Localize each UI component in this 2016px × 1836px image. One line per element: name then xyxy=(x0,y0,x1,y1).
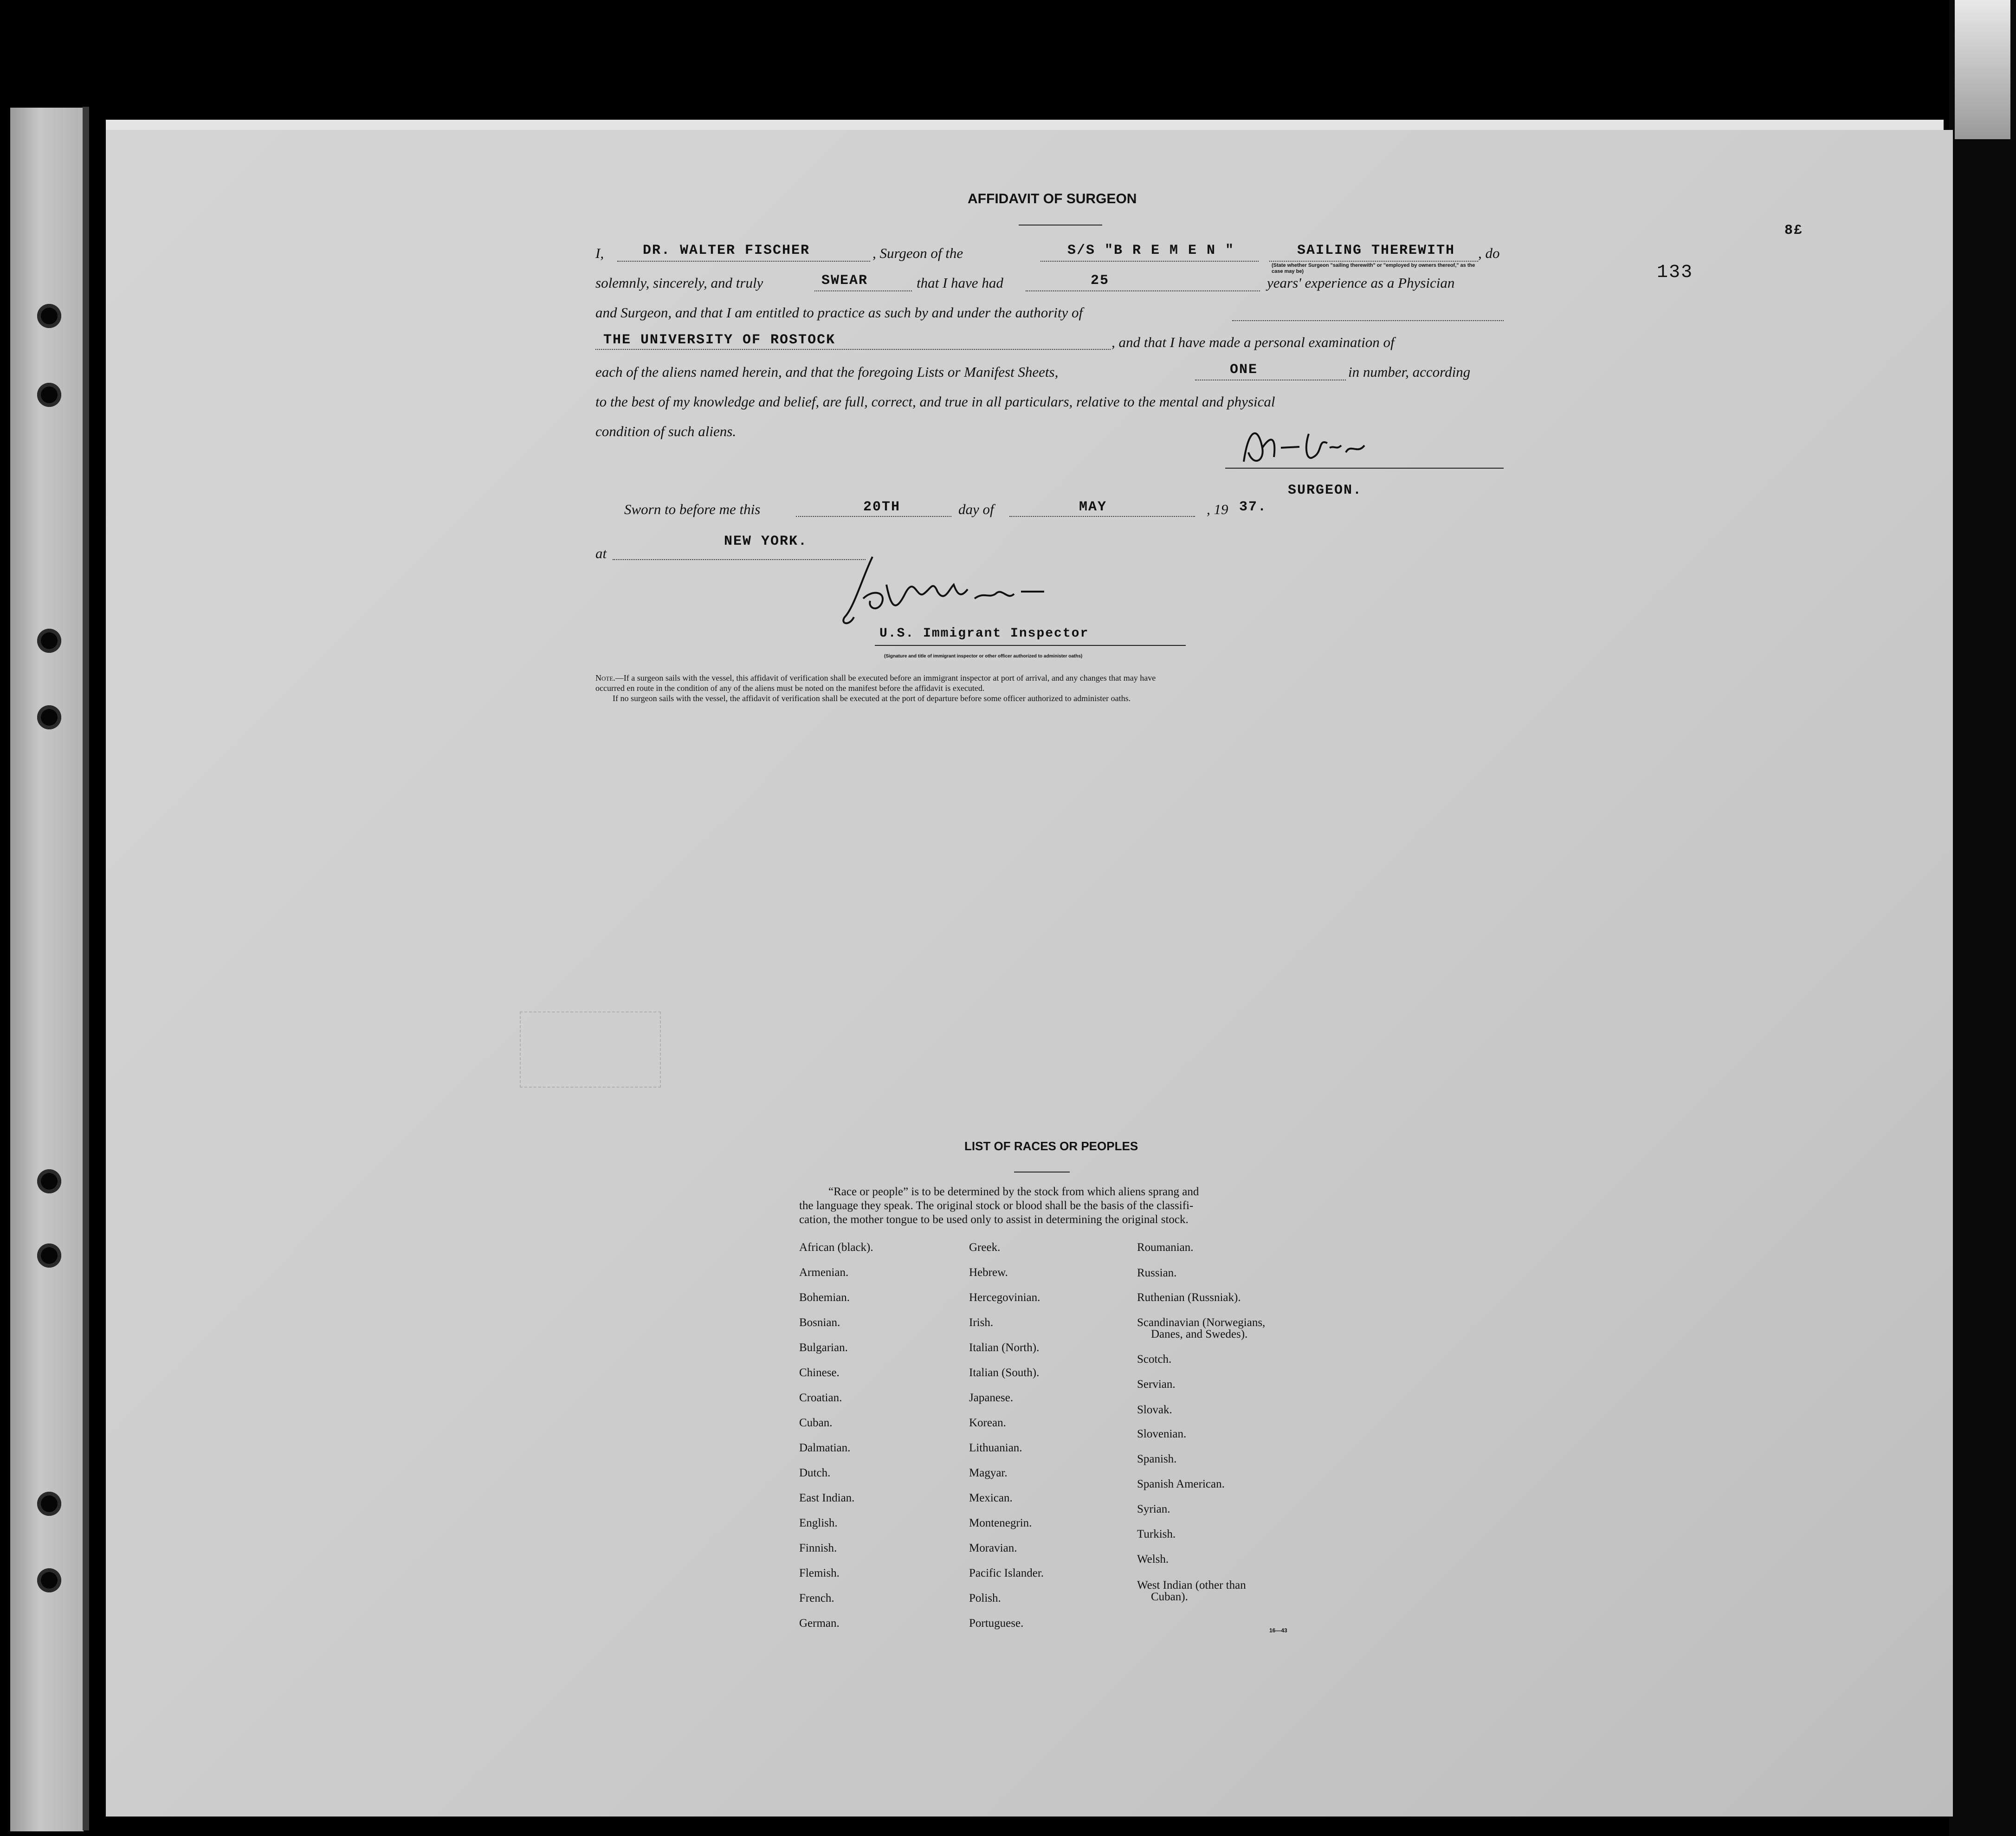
scan-right-edge xyxy=(1949,0,2016,1836)
race-entry: West Indian (other than xyxy=(1137,1579,1246,1591)
binder-hole xyxy=(37,629,61,653)
blank-month xyxy=(1009,516,1195,517)
sworn-mid: day of xyxy=(958,501,994,517)
surgeon-status: SAILING THEREWITH xyxy=(1297,243,1455,258)
blank-day xyxy=(796,516,951,517)
race-entry: Chinese. xyxy=(799,1366,840,1379)
binder-hole xyxy=(37,1568,61,1592)
race-entry: Scotch. xyxy=(1137,1353,1172,1366)
inspector-signature-line xyxy=(875,645,1186,646)
race-entry: Finnish. xyxy=(799,1542,837,1554)
binder-hole xyxy=(37,705,61,729)
blank-place xyxy=(613,559,866,560)
line4-post: , and that I have made a personal examination of xyxy=(1111,334,1395,350)
scan-right-highlight xyxy=(1955,0,2010,139)
binder-hole xyxy=(37,383,61,407)
race-entry: French. xyxy=(799,1592,834,1604)
race-entry: Bulgarian. xyxy=(799,1341,848,1354)
race-entry: Japanese. xyxy=(969,1391,1014,1404)
race-entry: Syrian. xyxy=(1137,1503,1170,1515)
race-entry: Mexican. xyxy=(969,1492,1013,1504)
race-entry: Slovenian. xyxy=(1137,1428,1187,1440)
authority-name: THE UNIVERSITY OF ROSTOCK xyxy=(603,332,836,348)
blank-authority-top xyxy=(1232,320,1504,321)
race-entry: Dalmatian. xyxy=(799,1442,851,1454)
binder-hole xyxy=(37,1243,61,1268)
race-entry: Welsh. xyxy=(1137,1553,1169,1565)
race-entry: Portuguese. xyxy=(969,1617,1024,1630)
race-entry: Roumanian. xyxy=(1137,1241,1194,1254)
line1-post: , do xyxy=(1478,245,1500,261)
race-entry: Magyar. xyxy=(969,1467,1008,1479)
race-entry: Servian. xyxy=(1137,1378,1176,1391)
race-entry: African (black). xyxy=(799,1241,873,1254)
sworn-month: MAY xyxy=(1079,499,1107,515)
affidavit-title: AFFIDAVIT OF SURGEON xyxy=(968,191,1137,206)
sworn-pre: Sworn to before me this xyxy=(624,501,761,517)
sheet-count: ONE xyxy=(1230,362,1258,378)
form-code: 16—43 xyxy=(1269,1627,1287,1634)
note-line3: If no surgeon sails with the vessel, the affidavit of verification shall be executed at the port of departure before some officer authorized to administer oaths. xyxy=(613,694,1131,703)
document-page xyxy=(106,130,1953,1817)
line2-pre: solemnly, sincerely, and truly xyxy=(595,275,763,291)
place-value: NEW YORK. xyxy=(724,534,808,549)
race-entry: Dutch. xyxy=(799,1467,831,1479)
race-entry: East Indian. xyxy=(799,1492,855,1504)
line1-mid: , Surgeon of the xyxy=(872,245,963,261)
race-entry: Danes, and Swedes). xyxy=(1151,1328,1248,1340)
race-entry: Hercegovinian. xyxy=(969,1291,1040,1304)
oath-word: SWEAR xyxy=(821,273,868,289)
race-entry: Italian (North). xyxy=(969,1341,1040,1354)
race-entry: Ruthenian (Russniak). xyxy=(1137,1291,1241,1304)
race-entry: Spanish. xyxy=(1137,1453,1177,1465)
race-entry: Flemish. xyxy=(799,1567,840,1579)
race-entry: Bohemian. xyxy=(799,1291,850,1304)
race-entry: Hebrew. xyxy=(969,1266,1008,1279)
line3: and Surgeon, and that I am entitled to practice as such by and under the authority of xyxy=(595,304,1083,321)
sworn-day: 20TH xyxy=(863,499,901,515)
binder-hole xyxy=(37,304,61,328)
race-entry: Pacific Islander. xyxy=(969,1567,1044,1579)
race-entry: Spanish American. xyxy=(1137,1478,1225,1490)
race-entry: Greek. xyxy=(969,1241,1001,1254)
note-label: Note. xyxy=(595,673,615,683)
note-line2: occurred en route in the condition of any of the aliens must be noted on the manifest before the affidavit is executed. xyxy=(595,683,985,693)
years-experience: 25 xyxy=(1091,273,1110,289)
blank-status xyxy=(1269,261,1478,262)
races-intro-1: “Race or people” is to be determined by the stock from which aliens sprang and xyxy=(828,1185,1199,1198)
line7: condition of such aliens. xyxy=(595,423,737,439)
surgeon-signature xyxy=(1230,420,1453,476)
race-entry: German. xyxy=(799,1617,840,1630)
blank-surgeon-name xyxy=(617,261,870,262)
blank-oath xyxy=(814,290,912,291)
vessel-name: S/S "B R E M E N " xyxy=(1067,243,1235,258)
binder-hole xyxy=(37,1492,61,1516)
race-entry: Croatian. xyxy=(799,1391,842,1404)
line5-pre: each of the aliens named herein, and that the foregoing Lists or Manifest Sheets, xyxy=(595,364,1059,380)
binder-hole xyxy=(37,1169,61,1193)
race-entry: Turkish. xyxy=(1137,1528,1176,1540)
surgeon-signature-line xyxy=(1225,468,1504,469)
sworn-year-prefix: , 19 xyxy=(1207,501,1228,517)
race-entry: Armenian. xyxy=(799,1266,849,1279)
binder-rail xyxy=(83,107,89,1830)
place-pre: at xyxy=(595,545,607,561)
blank-years xyxy=(1026,290,1260,291)
race-entry: Montenegrin. xyxy=(969,1517,1032,1529)
inspector-title: U.S. Immigrant Inspector xyxy=(879,626,1089,641)
race-entry: Bosnian. xyxy=(799,1316,840,1329)
race-entry: Slovak. xyxy=(1137,1404,1172,1416)
corner-mark: 8£ xyxy=(1784,223,1803,238)
line5-post: in number, according xyxy=(1348,364,1471,380)
page-number: 133 xyxy=(1657,262,1693,283)
line2-post: years' experience as a Physician xyxy=(1267,275,1455,291)
race-entry: Lithuanian. xyxy=(969,1442,1022,1454)
note-line1 xyxy=(595,673,1156,683)
status-note: (State whether Surgeon "sailing therewith" or "employed by owners thereof," as the case may be) xyxy=(1272,263,1475,274)
surgeon-name: DR. WALTER FISCHER xyxy=(643,243,810,258)
sworn-year-suffix: 37. xyxy=(1239,499,1267,515)
blank-vessel xyxy=(1040,261,1259,262)
surgeon-label: SURGEON. xyxy=(1288,483,1363,498)
line6: to the best of my knowledge and belief, are full, correct, and true in all particulars, relative to the mental and physical xyxy=(595,393,1275,410)
race-entry: Russian. xyxy=(1137,1267,1177,1279)
race-entry: Cuban. xyxy=(799,1417,833,1429)
inspector-note: (Signature and title of immigrant inspector or other officer authorized to administer oaths) xyxy=(884,654,1083,659)
race-entry: Irish. xyxy=(969,1316,994,1329)
race-entry: Cuban). xyxy=(1151,1591,1188,1603)
race-entry: Italian (South). xyxy=(969,1366,1040,1379)
race-entry: English. xyxy=(799,1517,838,1529)
line2-mid: that I have had xyxy=(917,275,1003,291)
faint-stamp xyxy=(520,1011,661,1088)
race-entry: Polish. xyxy=(969,1592,1001,1604)
races-intro-2: the language they speak. The original stock or blood shall be the basis of the classifi- xyxy=(799,1199,1194,1212)
race-entry: Moravian. xyxy=(969,1542,1017,1554)
race-entry: Korean. xyxy=(969,1417,1006,1429)
races-intro-3: cation, the mother tongue to be used only to assist in determining the original stock. xyxy=(799,1213,1189,1226)
note-text-1: —If a surgeon sails with the vessel, this affidavit of verification shall be executed before an immigrant inspector at port of arrival, and any changes that may have xyxy=(615,673,1156,683)
race-entry: Scandinavian (Norwegians, xyxy=(1137,1316,1266,1329)
races-title: LIST OF RACES OR PEOPLES xyxy=(964,1139,1138,1153)
blank-authority xyxy=(595,349,1111,350)
line1-pre: I, xyxy=(595,245,604,261)
